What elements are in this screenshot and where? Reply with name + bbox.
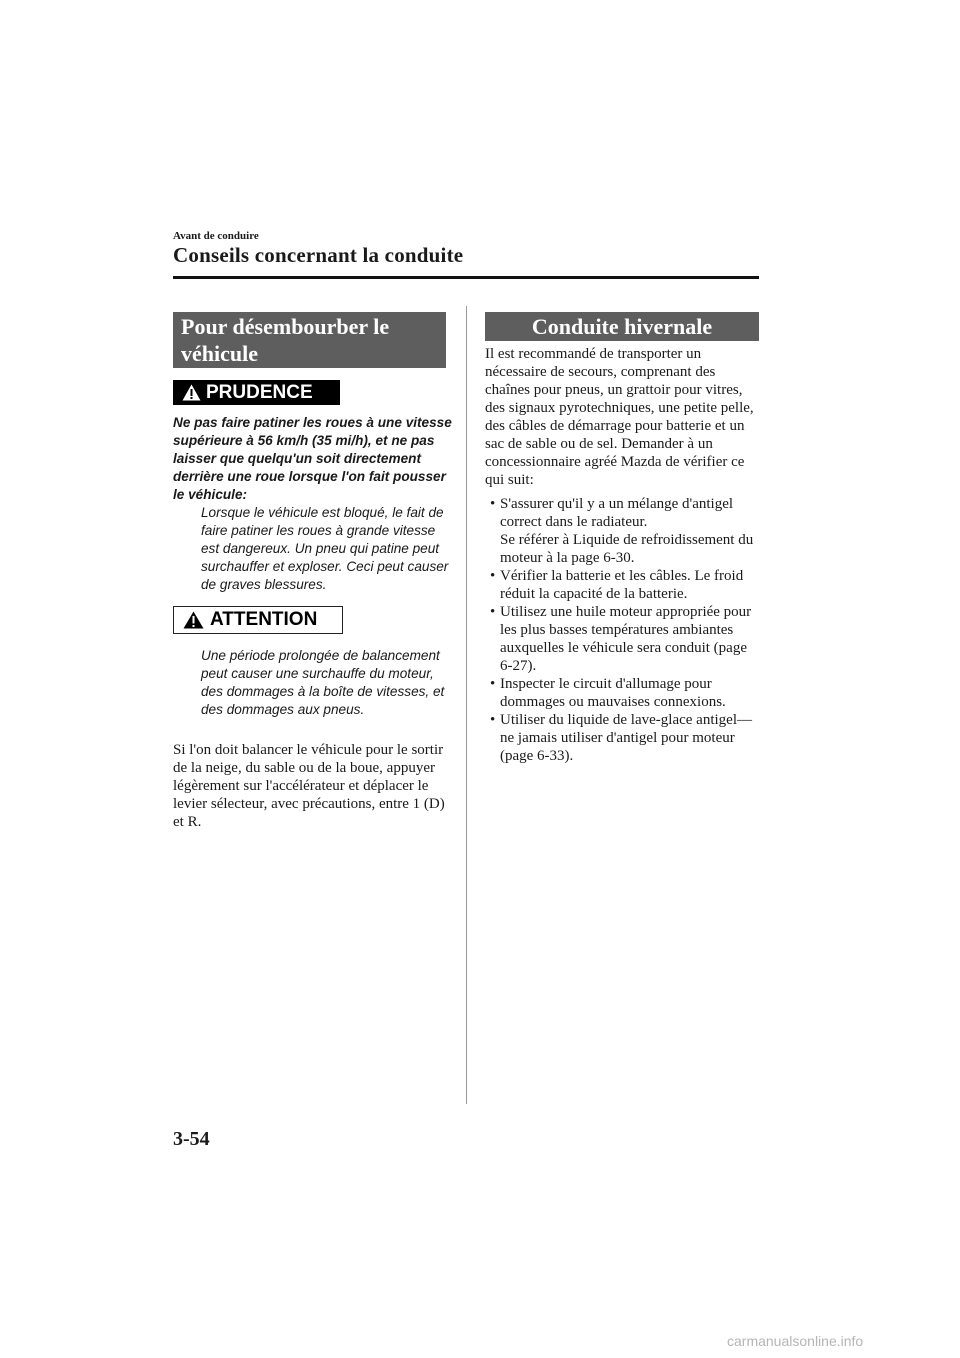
desembourber-paragraph: Si l'on doit balancer le véhicule pour le sortir de la neige, du sable ou de la boue, appuyer légèrement sur l'accélérateur et déplacer le levier sélecteur, avec précautions, entre 1 (D) et R. [173,742,445,830]
chapter-title: Conseils concernant la conduite [173,243,464,267]
attention-badge [173,606,343,634]
list-item [485,495,763,567]
heading-desembourber [173,312,446,368]
caution-lead: Ne pas faire patiner les roues à une vitesse supérieure à 56 km/h (35 mi/h), et ne pas laisser que quelqu'un soit directement derrière une roue lorsque l'on fait pousser le véhicule: [173,415,452,502]
list-item-text: Vérifier la batterie et les câbles. Le froid réduit la capacité de la batterie. [500,568,744,602]
list-item-text: Inspecter le circuit d'allumage pour dommages ou mauvaises connexions. [500,676,726,710]
list-item-text: Utiliser du liquide de lave-glace antigel—ne jamais utiliser d'antigel pour moteur (page 6-33). [500,712,752,764]
watermark: carmanualsonline.info [727,1333,864,1349]
warning-triangle-icon [183,611,204,629]
bullet-marker: • [490,676,496,692]
list-item-text: S'assurer qu'il y a un mélange d'antigel correct dans le radiateur. [500,496,734,530]
winter-checklist [485,495,763,765]
heading-desembourber-line1: Pour désembourber le [181,314,390,339]
caution-label: PRUDENCE [206,381,313,403]
column-divider [466,306,467,1104]
list-item [485,711,763,765]
list-item [485,603,763,675]
list-item [485,675,763,711]
section-label: Avant de conduire [173,230,259,242]
bullet-marker: • [490,496,496,512]
heading-conduite-hivernale: Conduite hivernale [485,312,759,341]
list-item-reference: Se référer à Liquide de refroidissement du moteur à la page 6-30. [500,532,754,566]
bullet-marker: • [490,604,496,620]
caution-body: Lorsque le véhicule est bloqué, le fait de faire patiner les roues à grande vitesse est dangereux. Un pneu qui patine peut surchauffer et exploser. Ceci peut causer de graves blessures. [201,505,449,592]
bullet-marker: • [490,568,496,584]
page-number: 3-54 [173,1128,210,1150]
bullet-marker: • [490,712,496,728]
heading-desembourber-line2: véhicule [181,341,258,366]
caution-badge [173,380,340,405]
winter-paragraph: Il est recommandé de transporter un nécessaire de secours, comprenant des chaînes pour pneus, un grattoir pour vitres, des signaux pyrotechniques, une petite pelle, des câbles de démarrage pour batterie et un sac de sable ou de sel. Demander à un concessionnaire agréé Mazda de vérifier ce qui suit: [485,346,754,488]
attention-body: Une période prolongée de balancement peut causer une surchauffe du moteur, des dommages à la boîte de vitesses, et des dommages aux pneus. [201,648,445,717]
attention-label: ATTENTION [210,609,318,630]
list-item [485,567,763,603]
warning-triangle-icon [182,384,201,401]
header-rule [173,276,759,279]
list-item-text: Utilisez une huile moteur appropriée pour les plus basses températures ambiantes auxquelles le véhicule sera conduit (page 6-27). [500,604,752,674]
